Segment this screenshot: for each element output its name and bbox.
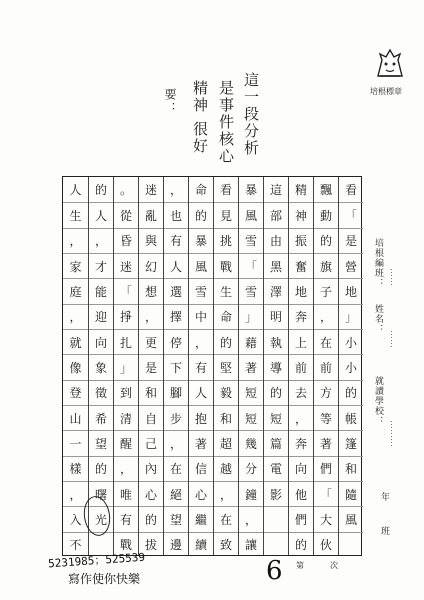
grid-cell: 生 [214, 278, 238, 303]
grid-cell: 有 [114, 506, 138, 531]
grid-cell: 飄 [319, 183, 332, 198]
name-line: ︙︙ [385, 330, 395, 348]
school-line: ︙︙︙ [385, 420, 395, 447]
grid-cell: 隨 [339, 481, 363, 506]
grid-cell: 山 [63, 405, 88, 430]
grid-cell: 選 [164, 278, 188, 303]
class-unit-label: 班 [379, 526, 389, 536]
grid-cell: 幻 [139, 253, 163, 278]
grid-cell: 部 [264, 202, 288, 227]
class-label: 培根編班： [373, 238, 383, 288]
grid-cell: 挑 [214, 228, 238, 253]
grid-cell: 讓 [239, 532, 263, 557]
grid-cell: 的 [314, 228, 338, 253]
grid-cell: 」 [339, 304, 363, 329]
grid-cell: 醒 [114, 430, 138, 455]
grid-cell: 短 [239, 405, 263, 430]
grid-cell: 伙 [314, 532, 338, 557]
grid-cell: 想 [139, 278, 163, 303]
grid-cell: 看 [219, 183, 232, 198]
grid-cell: 。 [119, 183, 132, 198]
grid-cell: 向 [289, 456, 313, 481]
grid-cell: 的 [189, 202, 213, 227]
grid-cell: 繼 [189, 506, 213, 531]
grid-cell: 曙 [89, 481, 113, 506]
grid-cell: 致 [214, 532, 238, 557]
grid-cell: 暴 [244, 183, 257, 198]
grid-cell: 地 [339, 278, 363, 303]
grid-cell: 前 [289, 354, 313, 379]
grid-cell: 一 [63, 430, 88, 455]
grid-cell: 在 [164, 456, 188, 481]
grid-cell: 也 [164, 202, 188, 227]
grid-cell: 步 [164, 405, 188, 430]
grid-cell: ， [239, 506, 263, 531]
comment-line-1: 這一段分析 [242, 72, 260, 157]
grid-cell: 戰 [114, 532, 138, 557]
grid-cell: 「 [114, 278, 138, 303]
grid-cell: 篷 [339, 430, 363, 455]
grid-cell: 振 [289, 228, 313, 253]
grid-cell: 神 [289, 202, 313, 227]
comment-line-2: 是事件核心 [217, 80, 235, 165]
grid-cell: 暴 [189, 228, 213, 253]
grid-cell: ， [169, 183, 182, 198]
grid-cell: 內 [139, 456, 163, 481]
grid-cell: 的 [289, 532, 313, 557]
grid-cell: 等 [314, 405, 338, 430]
grid-cell [264, 532, 288, 557]
grid-cell: 扎 [114, 329, 138, 354]
grid-cell: 心 [139, 481, 163, 506]
grid-cell: ， [314, 304, 338, 329]
grid-cell: 短 [239, 380, 263, 405]
grid-cell: 風 [189, 253, 213, 278]
grid-column [138, 177, 163, 555]
manuscript-grid [62, 176, 362, 556]
grid-cell: 小 [339, 329, 363, 354]
grid-cell: 」 [114, 354, 138, 379]
grid-cell: 有 [189, 354, 213, 379]
footer-slogan: 寫作使你快樂 [68, 572, 141, 586]
grid-column [338, 177, 363, 555]
grid-cell: 人 [164, 253, 188, 278]
grid-cell: 庭 [63, 278, 88, 303]
grid-cell: 短 [264, 405, 288, 430]
grid-cell: 篇 [264, 430, 288, 455]
grid-cell: 精 [294, 183, 307, 198]
grid-column [263, 177, 288, 555]
grid-cell: 幾 [239, 430, 263, 455]
grid-cell: 昏 [114, 228, 138, 253]
grid-cell: 向 [89, 329, 113, 354]
grid-cell: 生 [63, 202, 88, 227]
grid-cell: 和 [339, 456, 363, 481]
grid-cell: 和 [214, 405, 238, 430]
grid-cell: ， [63, 228, 88, 253]
grid-cell: 入 [63, 506, 88, 531]
grid-cell: 象 [89, 354, 113, 379]
grid-cell: 黑 [264, 253, 288, 278]
comment-line-4: 要： [163, 88, 177, 116]
grid-cell: ， [164, 430, 188, 455]
grid-cell: 帳 [339, 405, 363, 430]
footer-number: 5231985；525539 [47, 550, 146, 571]
grid-cell: 望 [89, 430, 113, 455]
grid-cell: ， [63, 304, 88, 329]
grid-cell: 在 [214, 506, 238, 531]
grid-cell: 「 [239, 253, 263, 278]
grade-label: 年 [379, 492, 389, 502]
grid-cell: 登 [63, 380, 88, 405]
grid-cell: 雪 [239, 278, 263, 303]
grid-cell: 電 [264, 456, 288, 481]
grid-cell: 雪 [239, 228, 263, 253]
grid-cell: 心 [189, 481, 213, 506]
grid-cell: 大 [314, 506, 338, 531]
grid-cell: 分 [239, 456, 263, 481]
grid-cell: ， [189, 329, 213, 354]
grid-cell: 抱 [189, 405, 213, 430]
grid-cell: 奔 [289, 430, 313, 455]
grid-cell: 更 [139, 329, 163, 354]
grid-cell: 影 [264, 481, 288, 506]
grid-cell: 毅 [214, 380, 238, 405]
class-line: ︙︙ [385, 268, 395, 286]
grid-column [163, 177, 188, 555]
grid-cell: 子 [314, 278, 338, 303]
grid-column [213, 177, 238, 555]
grid-cell: ， [114, 456, 138, 481]
grid-cell: 在 [314, 329, 338, 354]
grid-cell: 見 [214, 202, 238, 227]
grid-cell: 續 [189, 532, 213, 557]
grid-cell: 雪 [189, 278, 213, 303]
grid-cell: 奔 [289, 304, 313, 329]
grid-cell: 執 [264, 329, 288, 354]
grid-column [63, 177, 88, 555]
grid-cell: 著 [314, 430, 338, 455]
grid-cell: 腳 [164, 380, 188, 405]
grid-cell: 有 [164, 228, 188, 253]
grid-cell: 堅 [214, 354, 238, 379]
grid-cell: 迎 [89, 304, 113, 329]
grid-cell: 的 [264, 380, 288, 405]
grid-cell: 拔 [139, 532, 163, 557]
grid-cell: 「 [339, 202, 363, 227]
grid-cell: 鐘 [239, 481, 263, 506]
grid-cell: 小 [339, 354, 363, 379]
grid-cell: 家 [63, 253, 88, 278]
grid-cell: 才 [89, 253, 113, 278]
grid-column [188, 177, 213, 555]
grid-cell: 」 [239, 304, 263, 329]
grid-cell: 由 [264, 228, 288, 253]
grid-cell: 奮 [289, 253, 313, 278]
grid-cell: 掙 [114, 304, 138, 329]
grid-cell: 風 [239, 202, 263, 227]
grid-cell: 樣 [63, 456, 88, 481]
grid-cell: 動 [314, 202, 338, 227]
grid-cell: 的 [339, 380, 363, 405]
page-number: 6 [266, 556, 283, 586]
grid-cell: 希 [89, 405, 113, 430]
grid-cell: 藉 [239, 329, 263, 354]
grid-cell: 方 [314, 380, 338, 405]
grid-cell: 從 [114, 202, 138, 227]
grid-cell: 信 [189, 456, 213, 481]
grid-cell: 人 [189, 380, 213, 405]
grid-column [113, 177, 138, 555]
grid-cell: 和 [139, 380, 163, 405]
grid-cell: 命 [214, 304, 238, 329]
grid-cell: 望 [164, 506, 188, 531]
grid-cell: 邊 [164, 532, 188, 557]
grid-cell: ， [63, 481, 88, 506]
grid-cell: 人 [69, 183, 82, 198]
grid-cell: 到 [114, 380, 138, 405]
grid-cell: 們 [289, 506, 313, 531]
grid-cell: 的 [94, 183, 107, 198]
grid-cell: 超 [214, 430, 238, 455]
grid-cell: 著 [239, 354, 263, 379]
mascot-logo-icon [372, 46, 408, 82]
grid-cell [339, 532, 363, 557]
grid-cell: 亂 [139, 202, 163, 227]
grid-cell: ， [139, 304, 163, 329]
grid-cell: ， [214, 481, 238, 506]
grid-cell: 旗 [314, 253, 338, 278]
grid-cell: 越 [214, 456, 238, 481]
grid-cell: 不 [63, 532, 88, 557]
grid-cell: 的 [139, 506, 163, 531]
grid-column [313, 177, 338, 555]
grid-cell: 擇 [164, 304, 188, 329]
grid-cell: 他 [289, 481, 313, 506]
grid-cell: 停 [164, 329, 188, 354]
grid-cell: ， [89, 228, 113, 253]
grid-cell: 人 [89, 202, 113, 227]
school-label: 就讀學校： [373, 376, 383, 426]
grid-cell: 像 [63, 354, 88, 379]
grid-cell [264, 506, 288, 531]
page-label-ci: 次 [330, 561, 338, 570]
grid-cell: 己 [139, 430, 163, 455]
grid-cell: 光 [89, 506, 113, 531]
grid-cell: 的 [214, 329, 238, 354]
grid-cell: 唯 [114, 481, 138, 506]
grid-column [238, 177, 263, 555]
grid-cell: 徵 [89, 380, 113, 405]
grid-cell: ， [289, 405, 313, 430]
grid-cell: 風 [339, 506, 363, 531]
grid-cell: 能 [89, 278, 113, 303]
grid-cell: 絕 [164, 481, 188, 506]
grid-cell: 自 [139, 405, 163, 430]
grid-cell: 迷 [144, 183, 157, 198]
grid-cell: 命 [194, 183, 207, 198]
page-label-di: 第 [296, 561, 304, 570]
grid-cell: 營 [339, 253, 363, 278]
grid-cell: 中 [189, 304, 213, 329]
grid-cell: 下 [164, 354, 188, 379]
grid-cell: 著 [189, 430, 213, 455]
comment-line-3: 精神 很好 [191, 80, 209, 155]
logo-caption: 培根標章 [370, 87, 402, 96]
grid-cell: 看 [344, 183, 357, 198]
grid-cell: 明 [264, 304, 288, 329]
grid-cell: 上 [289, 329, 313, 354]
grid-cell: 導 [264, 354, 288, 379]
grid-cell: 是 [139, 354, 163, 379]
grid-cell: 是 [339, 228, 363, 253]
grid-cell: 前 [314, 354, 338, 379]
grid-cell: 這 [269, 183, 282, 198]
grid-cell: 澤 [264, 278, 288, 303]
grid-cell: 去 [289, 380, 313, 405]
grid-cell: 「 [314, 481, 338, 506]
name-label: 姓名： [373, 304, 383, 334]
grid-cell: 與 [139, 228, 163, 253]
grid-cell: 的 [89, 456, 113, 481]
grid-cell: 地 [289, 278, 313, 303]
grid-cell: 迷 [114, 253, 138, 278]
grid-column [288, 177, 313, 555]
grid-cell: 們 [314, 456, 338, 481]
grid-cell: 戰 [214, 253, 238, 278]
grid-cell: 就 [63, 329, 88, 354]
grid-cell: 清 [114, 405, 138, 430]
